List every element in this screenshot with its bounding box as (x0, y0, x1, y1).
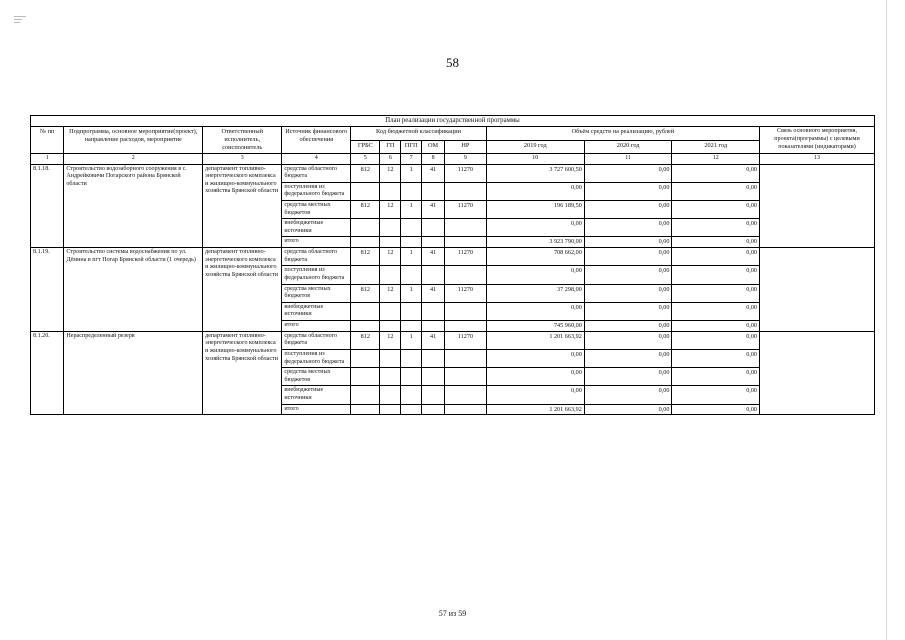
row-source: средства местных бюджетов (282, 368, 351, 386)
row-source: внебюджетные источники (282, 219, 351, 237)
row-grbs (351, 386, 380, 404)
row-gp (380, 386, 401, 404)
row-gp (380, 237, 401, 248)
row-om (422, 237, 445, 248)
row-om (422, 266, 445, 284)
row-pgp (401, 404, 422, 415)
header-nr: НР (445, 140, 487, 153)
row-grbs (351, 237, 380, 248)
header-source: Источник финансового обеспечения (282, 127, 351, 154)
header-year-2019: 2019 год (486, 140, 584, 153)
header-grbs: ГРБС (351, 140, 380, 153)
row-om (422, 219, 445, 237)
page-right-rule (886, 0, 887, 640)
row-num: 8.1.20. (31, 331, 64, 415)
row-responsible: департамент топливно-энергетического комплекса и жилищно-коммунального хозяйства Брянской области (203, 164, 282, 248)
row-2021: 0,00 (672, 219, 760, 237)
row-om: 41 (422, 284, 445, 302)
row-nr (445, 237, 487, 248)
row-grbs (351, 368, 380, 386)
row-2019: 37 298,00 (486, 284, 584, 302)
header-row-1 (31, 127, 875, 140)
row-grbs: 812 (351, 331, 380, 349)
row-om: 41 (422, 201, 445, 219)
row-nr: 11270 (445, 331, 487, 349)
row-responsible: департамент топливно-энергетического комплекса и жилищно-коммунального хозяйства Брянской области (203, 331, 282, 415)
row-source: средства местных бюджетов (282, 284, 351, 302)
row-nr: 11270 (445, 284, 487, 302)
scan-corner-marks (14, 16, 26, 26)
row-link (760, 331, 875, 415)
row-source: внебюджетные источники (282, 302, 351, 320)
row-pgp: 1 (401, 201, 422, 219)
row-source: итого (282, 321, 351, 332)
header-budget-code-group: Код бюджетной классификации (351, 127, 487, 140)
header-volume-group: Объём средств на реализацию, рублей (486, 127, 759, 140)
row-pgp (401, 321, 422, 332)
row-nr (445, 350, 487, 368)
colnum-2: 2 (64, 154, 203, 165)
row-2020: 0,00 (584, 182, 672, 200)
colnum-3: 3 (203, 154, 282, 165)
row-grbs (351, 219, 380, 237)
header-responsible: Ответственный исполнитель, соисполнитель (203, 127, 282, 154)
colnum-13: 13 (760, 154, 875, 165)
row-link (760, 248, 875, 332)
colnum-4: 4 (282, 154, 351, 165)
row-name: Строительство водозаборного сооружения в с. Андрейковичи Погарского района Брянской области (64, 164, 203, 248)
row-pgp (401, 182, 422, 200)
row-grbs (351, 404, 380, 415)
table-row (31, 331, 875, 349)
row-2021: 0,00 (672, 350, 760, 368)
row-grbs: 812 (351, 284, 380, 302)
row-responsible: департамент топливно-энергетического комплекса и жилищно-коммунального хозяйства Брянской области (203, 248, 282, 332)
row-2019: 1 201 663,92 (486, 331, 584, 349)
header-pgp: ПГП (401, 140, 422, 153)
row-gp: 12 (380, 164, 401, 182)
row-2021: 0,00 (672, 237, 760, 248)
colnum-7: 7 (401, 154, 422, 165)
row-2020: 0,00 (584, 284, 672, 302)
row-2021: 0,00 (672, 182, 760, 200)
row-nr (445, 404, 487, 415)
row-2019: 0,00 (486, 182, 584, 200)
row-gp: 12 (380, 201, 401, 219)
row-2021: 0,00 (672, 248, 760, 266)
header-year-2020: 2020 год (584, 140, 672, 153)
row-om: 41 (422, 248, 445, 266)
row-pgp (401, 237, 422, 248)
row-source: средства местных бюджетов (282, 201, 351, 219)
colnum-11: 11 (584, 154, 672, 165)
row-2020: 0,00 (584, 219, 672, 237)
row-om (422, 350, 445, 368)
row-2020: 0,00 (584, 164, 672, 182)
row-2019: 745 960,00 (486, 321, 584, 332)
table-title-row (31, 116, 875, 127)
row-2019: 0,00 (486, 386, 584, 404)
row-om (422, 321, 445, 332)
row-2019: 196 189,50 (486, 201, 584, 219)
row-2020: 0,00 (584, 386, 672, 404)
colnum-5: 5 (351, 154, 380, 165)
row-pgp: 1 (401, 164, 422, 182)
row-grbs (351, 302, 380, 320)
row-2020: 0,00 (584, 321, 672, 332)
header-year-2021: 2021 год (672, 140, 760, 153)
row-pgp (401, 386, 422, 404)
row-gp: 12 (380, 331, 401, 349)
row-2020: 0,00 (584, 248, 672, 266)
row-name: Строительство системы водоснабжения по ул. Дёмина в пгт Погар Брянской области (1 очередь) (64, 248, 203, 332)
row-grbs: 812 (351, 164, 380, 182)
row-source: поступления из федерального бюджета (282, 266, 351, 284)
row-nr (445, 266, 487, 284)
table-row (31, 248, 875, 266)
row-2019: 708 662,00 (486, 248, 584, 266)
row-gp (380, 321, 401, 332)
row-nr: 11270 (445, 164, 487, 182)
row-source: итого (282, 404, 351, 415)
row-2021: 0,00 (672, 302, 760, 320)
row-2021: 0,00 (672, 321, 760, 332)
row-nr: 11270 (445, 201, 487, 219)
row-2020: 0,00 (584, 368, 672, 386)
row-gp (380, 266, 401, 284)
row-gp (380, 368, 401, 386)
row-om (422, 182, 445, 200)
header-gp: ГП (380, 140, 401, 153)
header-subprogram: Подпрограмма, основное мероприятие(проект), направление расходов, мероприятие (64, 127, 203, 154)
colnum-12: 12 (672, 154, 760, 165)
row-2020: 0,00 (584, 302, 672, 320)
row-grbs (351, 182, 380, 200)
colnum-8: 8 (422, 154, 445, 165)
row-grbs: 812 (351, 201, 380, 219)
row-2021: 0,00 (672, 266, 760, 284)
row-gp (380, 182, 401, 200)
row-om (422, 404, 445, 415)
page-footer-number: 57 из 59 (438, 609, 467, 618)
row-nr (445, 368, 487, 386)
row-nr (445, 386, 487, 404)
row-2020: 0,00 (584, 201, 672, 219)
row-2021: 0,00 (672, 404, 760, 415)
row-gp (380, 219, 401, 237)
row-pgp (401, 219, 422, 237)
row-pgp (401, 266, 422, 284)
page-number-top: 58 (446, 55, 459, 70)
colnum-10: 10 (486, 154, 584, 165)
row-2020: 0,00 (584, 350, 672, 368)
row-nr (445, 219, 487, 237)
row-grbs: 812 (351, 248, 380, 266)
row-gp: 12 (380, 248, 401, 266)
row-2019: 3 923 790,00 (486, 237, 584, 248)
header-num: № пп (31, 127, 64, 154)
row-name: Нераспределенный резерв (64, 331, 203, 415)
row-gp (380, 350, 401, 368)
row-grbs (351, 321, 380, 332)
row-nr (445, 182, 487, 200)
row-grbs (351, 266, 380, 284)
row-2020: 0,00 (584, 266, 672, 284)
colnum-6: 6 (380, 154, 401, 165)
row-source: средства областного бюджета (282, 164, 351, 182)
row-2021: 0,00 (672, 331, 760, 349)
row-pgp: 1 (401, 248, 422, 266)
row-2019: 0,00 (486, 350, 584, 368)
row-2019: 0,00 (486, 219, 584, 237)
row-nr (445, 321, 487, 332)
row-source: средства областного бюджета (282, 248, 351, 266)
row-gp: 12 (380, 284, 401, 302)
row-pgp (401, 302, 422, 320)
row-2019: 1 201 663,92 (486, 404, 584, 415)
header-om: ОМ (422, 140, 445, 153)
row-2021: 0,00 (672, 201, 760, 219)
row-grbs (351, 350, 380, 368)
row-2019: 0,00 (486, 302, 584, 320)
table-title: План реализации государственной программы (31, 116, 875, 127)
row-2020: 0,00 (584, 331, 672, 349)
row-om (422, 368, 445, 386)
row-link (760, 164, 875, 248)
row-gp (380, 302, 401, 320)
row-pgp: 1 (401, 284, 422, 302)
row-om: 41 (422, 331, 445, 349)
row-2019: 0,00 (486, 368, 584, 386)
row-num: 8.1.18. (31, 164, 64, 248)
row-source: итого (282, 237, 351, 248)
row-2021: 0,00 (672, 164, 760, 182)
row-2021: 0,00 (672, 284, 760, 302)
row-source: средства областного бюджета (282, 331, 351, 349)
row-2021: 0,00 (672, 368, 760, 386)
row-pgp (401, 350, 422, 368)
row-nr (445, 302, 487, 320)
colnum-1: 1 (31, 154, 64, 165)
row-om (422, 302, 445, 320)
row-pgp: 1 (401, 331, 422, 349)
colnum-9: 9 (445, 154, 487, 165)
row-pgp (401, 368, 422, 386)
column-number-row (31, 154, 875, 165)
row-2020: 0,00 (584, 237, 672, 248)
row-source: поступления из федерального бюджета (282, 350, 351, 368)
row-gp (380, 404, 401, 415)
implementation-plan-table (30, 115, 875, 415)
row-2019: 0,00 (486, 266, 584, 284)
row-source: внебюджетные источники (282, 386, 351, 404)
row-2019: 3 727 600,50 (486, 164, 584, 182)
table-row (31, 164, 875, 182)
row-nr: 11270 (445, 248, 487, 266)
row-num: 8.1.19. (31, 248, 64, 332)
row-om: 41 (422, 164, 445, 182)
row-2020: 0,00 (584, 404, 672, 415)
row-om (422, 386, 445, 404)
row-2021: 0,00 (672, 386, 760, 404)
header-link: Связь основного мероприятия, проекта(программы) с целевыми показателями (индикаторами) (760, 127, 875, 154)
row-source: поступления из федерального бюджета (282, 182, 351, 200)
